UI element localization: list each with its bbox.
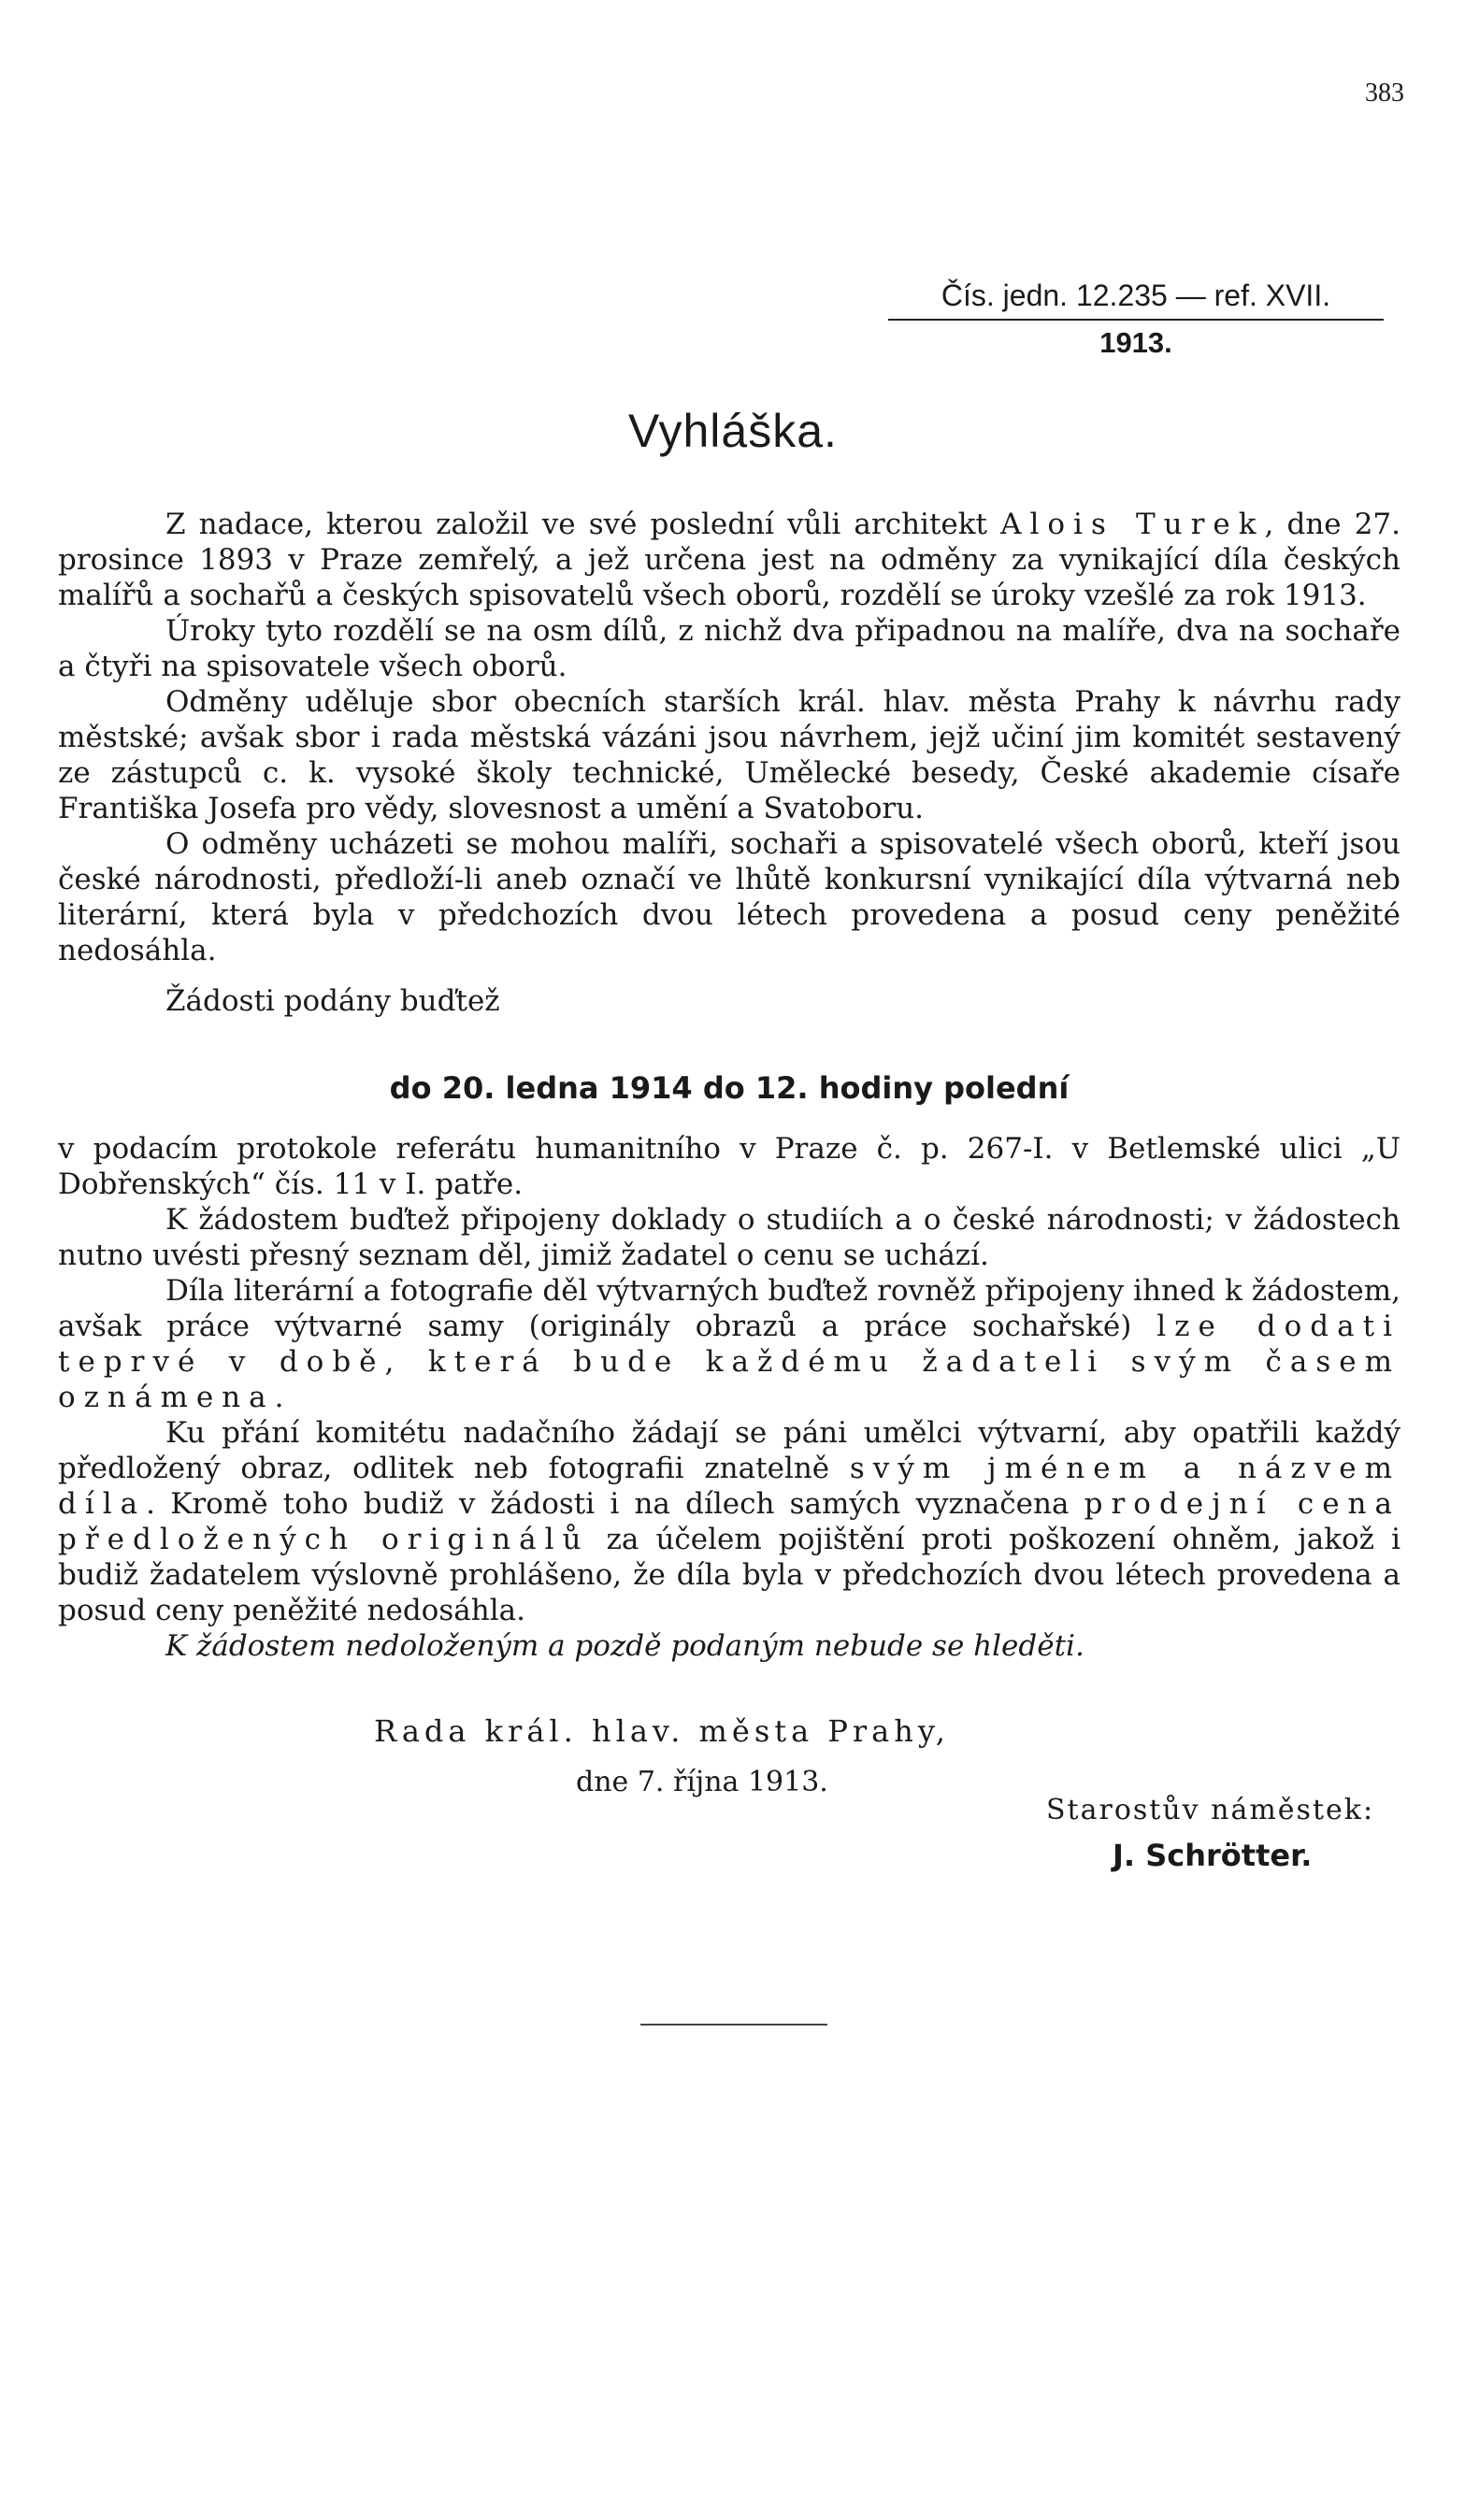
paragraph-foundation [58,507,1400,613]
deadline: do 20. ledna 1914 do 12. hodiny polední [389,1070,1070,1106]
body-section-1 [58,507,1400,1019]
paragraph-text: . Kromě toho budiž v žádosti i na dílech samých vyznačena [146,1487,1084,1521]
emphasized-text: prodejní cena předložených originálů [58,1487,1400,1556]
signature-council: Rada král. hlav. města Prahy, [374,1713,950,1749]
paragraph-text: za účelem pojištění proti poškození ohněm, jakož i budiž žadatelem výslovně prohlášeno, že díla byla v předchozích dvou létech provedena a posud ceny peněžité nedosáhla. [58,1523,1400,1627]
paragraph-office: v podacím protokole referátu humanitního v Praze č. p. 267-I. v Betlemské ulici „U Dobřenských“ čís. 11 v I. patře. [58,1132,1400,1201]
paragraph-submit-by: Žádosti podány buďtež [165,984,500,1018]
signature-date: dne 7. října 1913. [576,1766,828,1798]
paragraph-text: Ku přání komitétu nadačního žádají se páni umělci výtvarní, aby opatřili každý předložený obraz, odlitek neb fotografii znatelně [58,1416,1400,1485]
paragraph-text: , dne 27. prosince 1893 v Praze zemřelý, a jež určena jest na odměny za vynikající díla českých malířů a sochařů a českých spisovatelů všech oborů, rozdělí se úroky vzešlé za rok 1913. [58,508,1401,612]
paragraph-labeling [58,1415,1400,1628]
signature-role: Starostův náměstek: [1046,1794,1375,1826]
reference-number: Čís. jedn. 12.235 — ref. XVII. [941,279,1331,312]
paragraph-works [58,1273,1400,1415]
document-title: Vyhláška. [628,405,838,457]
emphasized-text: svým jménem a názvem díla [58,1452,1401,1521]
paragraph-committee: Odměny uděluje sbor obecních starších král. hlav. města Prahy k návrhu rady městské; avšak sbor i rada městská vázáni jsou návrhem, jejž učiní jim komitét sestavený ze zástupců c. k. vysoké školy technické, Umělecké besedy, České akademie císaře Františka Josefa pro vědy, slovesnost a umění a Svatoboru. [58,685,1400,825]
page-number: 383 [1365,79,1404,107]
body-section-2 [58,1131,1400,1664]
paragraph-shares: Úroky tyto rozdělí se na osm dílů, z nichž dva připadnou na malíře, dva na sochaře a čtyři na spisovatele všech oborů. [58,614,1400,683]
paragraph-text: Z nadace, kterou založil ve své poslední vůli architekt [165,508,1001,541]
paragraph-text: Díla literární a fotografie děl výtvarných buďtež rovněž připojeny ihned k žádostem, avšak práce výtvarné samy (originály obrazů a práce sochařské) [58,1274,1400,1343]
founder-name: Alois Turek [1000,508,1265,541]
end-divider [640,2024,827,2026]
paragraph-documents: K žádostem buďtež připojeny doklady o studiích a o české národnosti; v žádostech nutno uvésti přesný seznam děl, jimiž žadatel o cenu se uchází. [58,1203,1400,1272]
paragraph-eligibility: O odměny ucházeti se mohou malíři, sochaři a spisovatelé všech oborů, kteří jsou české národnosti, předloží-li aneb označí ve lhůtě konkursní vynikající díla výtvarná neb literární, která byla v předchozích dvou létech provedena a posud ceny peněžité nedosáhla. [58,827,1400,967]
emphasized-text: lze dodati teprvé v době, která bude každému žadateli svým časem oznámena. [58,1310,1400,1414]
signature-name: J. Schrötter. [1113,1838,1313,1873]
reference-block [888,279,1384,360]
reference-year: 1913. [1099,326,1172,359]
paragraph-late: K žádostem nedoloženým a pozdě podaným nebude se hleděti. [165,1629,1084,1663]
reference-divider [888,319,1384,321]
